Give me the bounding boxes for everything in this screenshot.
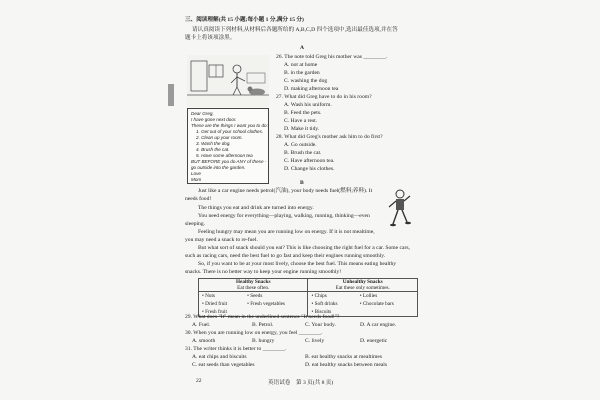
page-info: 英语试卷 第 3 页(共 8 页)	[268, 380, 334, 386]
snack-item: • Chips	[311, 293, 327, 299]
question-27: 27. What did Greg have to do in his room?	[276, 94, 372, 100]
question-26: 26. The note told Greg his mother was ________.	[276, 54, 388, 60]
option[interactable]: A. Wash his uniform.	[284, 102, 332, 108]
option[interactable]: A. smooth	[192, 338, 216, 344]
option[interactable]: C. lively	[305, 338, 325, 344]
passage-line: You need energy for everything—playing, walking, running, thinking—even	[198, 213, 370, 219]
snack-item: • Dried fruit	[202, 301, 228, 307]
margin-mark	[168, 84, 174, 106]
option[interactable]: D. energetic	[360, 338, 388, 344]
question-31: 31. The writer thinks it is better to ________.	[185, 346, 287, 352]
mom-note	[187, 108, 269, 184]
snack-item: • Lollies	[359, 293, 378, 299]
option[interactable]: A. Go outside.	[284, 142, 317, 148]
option[interactable]: C. washing the dog	[284, 78, 328, 84]
option[interactable]: A. not at home	[284, 62, 318, 68]
passage-line: Feeling hungry may mean you are running low on energy. If it is not mealtime,	[198, 229, 375, 235]
snacks-table	[198, 278, 418, 317]
question-29: 29. What does "It" mean in the underlined sentence "It needs food!"?	[185, 314, 340, 320]
option[interactable]: B. Petrol.	[252, 322, 274, 328]
note-line: 3. Wash the dog.	[196, 141, 231, 146]
snack-item: • Biscuits	[311, 309, 332, 315]
snack-item: • Soft drinks	[311, 301, 338, 307]
kitchen-illustration	[187, 55, 269, 107]
snack-item: • Seeds	[247, 293, 263, 299]
snack-item: • Chocolate bars	[359, 301, 394, 307]
option[interactable]: B. hungry	[252, 338, 275, 344]
section-instruction: 请认真阅读下列材料,从材料后各题所给的 A,B,C,D 四个选项中,选出最佳选项,并在答	[192, 27, 398, 33]
healthy-header	[199, 279, 308, 292]
note-line: go outside into the garden.	[191, 165, 246, 170]
snack-item: • Fresh fruit	[202, 309, 227, 315]
unhealthy-header	[308, 279, 418, 292]
note-line: BUT BEFORE you do ANY of these -	[191, 159, 267, 164]
passage-line: sleeping.	[185, 221, 206, 227]
passage-a-label: A	[300, 45, 305, 51]
note-line: 4. Brush the cat.	[196, 147, 230, 152]
option[interactable]: D. Make it tidy.	[284, 126, 320, 132]
question-28: 28. What did Greg's mother ask him to do first?	[276, 134, 383, 140]
passage-line: So, if you want to be at your most lively, choose the best fuel. This means eating healthy	[198, 261, 397, 267]
healthy-subtitle: Eat these often.	[237, 285, 270, 291]
option[interactable]: A. eat chips and biscuits	[192, 354, 247, 360]
option[interactable]: D. Change his clothes.	[284, 166, 335, 172]
note-line: I have gone next door.	[191, 117, 237, 122]
option[interactable]: D. A car engine.	[360, 322, 397, 328]
unhealthy-col-right	[357, 292, 418, 317]
healthy-col-right	[244, 292, 308, 317]
passage-line: But what sort of snack should you eat? This is like choosing the right fuel for a car. Some cars,	[198, 245, 410, 251]
option[interactable]: D. eat healthy snacks between meals	[305, 362, 388, 368]
snack-item: • Nuts	[202, 293, 215, 299]
passage-line: Just like a car engine needs petrol(汽油), your body needs fuel(燃料;养料). It	[198, 188, 373, 194]
option[interactable]: B. Brush the cat.	[284, 150, 322, 156]
section-title: 三、阅读理解(共 15 小题;每小题 1 分,满分 15 分)	[185, 17, 304, 23]
note-line: These are the things I want you to do:	[191, 123, 268, 128]
unhealthy-title: Unhealthy Snacks	[342, 279, 383, 285]
passage-line: you may need a snack to re-fuel.	[185, 237, 258, 243]
option[interactable]: A. Fuel.	[192, 322, 211, 328]
unhealthy-subtitle: Eat these only sometimes.	[335, 285, 390, 291]
healthy-col-left	[199, 292, 245, 317]
note-line: 2. Clean up your room.	[196, 135, 243, 140]
passage-b-label: B	[300, 180, 304, 186]
passage-line: snacks. There is no better way to keep your engine running smoothly!	[185, 269, 342, 275]
passage-line: needs food!	[185, 196, 212, 202]
option[interactable]: D. making afternoon tea	[284, 86, 339, 92]
passage-line: such as racing cars, need the best fuel to go fast and keep their engines running smoothly.	[185, 253, 386, 259]
option[interactable]: B. eat healthy snacks at mealtimes	[305, 354, 383, 360]
snack-item: • Fresh vegetables	[247, 301, 285, 307]
healthy-title: Healthy Snacks	[236, 279, 271, 285]
option[interactable]: C. Your body.	[305, 322, 336, 328]
note-line: 5. Have some afternoon tea	[196, 153, 253, 158]
option[interactable]: C. Have a rest.	[284, 118, 318, 124]
page-number: 22	[196, 378, 202, 384]
option[interactable]: B. Feed the pets.	[284, 110, 322, 116]
option[interactable]: C. Have afternoon tea.	[284, 158, 335, 164]
question-30: 30. When you are running low on energy, you feel ________.	[185, 330, 323, 336]
note-line: 1. Get out of your school clothes.	[196, 129, 264, 134]
unhealthy-col-left	[308, 292, 357, 317]
passage-line: The things you eat and drink are turned into energy.	[198, 205, 314, 211]
note-line: Love	[191, 171, 201, 176]
note-line: Dear Greg,	[191, 111, 214, 116]
note-line: Mom	[191, 177, 202, 182]
runner-illustration	[386, 188, 412, 228]
option[interactable]: C. eat seeds than vegetables	[192, 362, 255, 368]
section-instruction-cont: 题卡上将该项涂黑。	[185, 35, 236, 41]
option[interactable]: B. in the garden	[284, 70, 320, 76]
